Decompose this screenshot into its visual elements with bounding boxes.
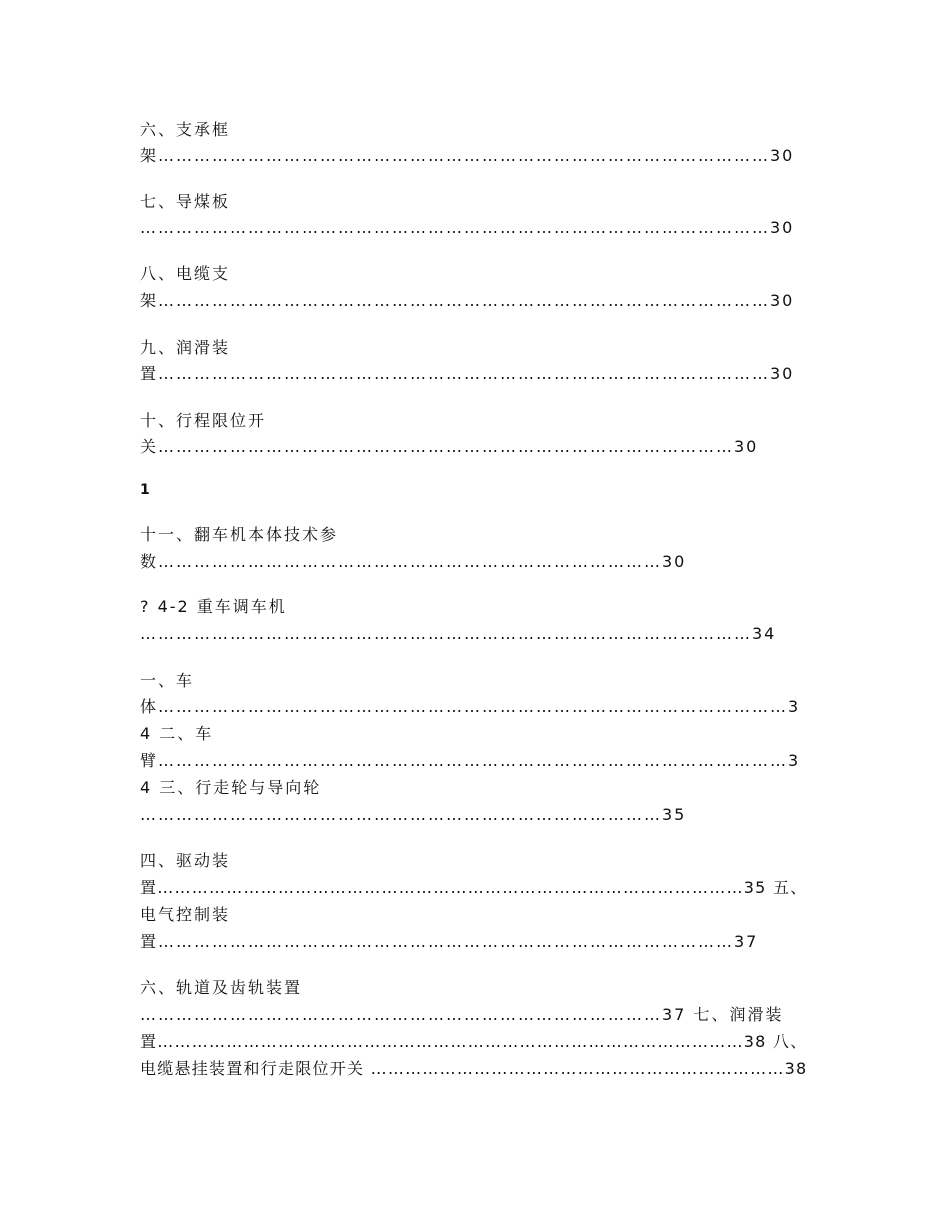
toc-line: 置…………………………………………………………………………………………38 八、 [140, 1032, 808, 1051]
toc-line: 4 二、车 [140, 724, 214, 743]
toc-line: 架…………………………………………………………………………………………30 [140, 291, 795, 310]
toc-line: 六、轨道及齿轨装置 [140, 978, 303, 997]
toc-line: 置…………………………………………………………………………………………35 五、 [140, 878, 808, 897]
toc-line: 十、行程限位开 [140, 411, 267, 430]
toc-line: 置…………………………………………………………………………………………30 [140, 364, 795, 383]
toc-line: 十一、翻车机本体技术参 [140, 525, 339, 544]
toc-line: 四、驱动装 [140, 851, 231, 870]
toc-line: 七、导煤板 [140, 192, 231, 211]
toc-line: 臂……………………………………………………………………………………………3 [140, 751, 801, 770]
toc-line: 4 三、行走轮与导向轮 [140, 778, 322, 797]
toc-line: 数…………………………………………………………………………30 [140, 552, 687, 571]
toc-line: 架…………………………………………………………………………………………30 [140, 146, 795, 165]
toc-line: ……………………………………………………………………………37 七、润滑装 [140, 1005, 784, 1024]
toc-line: ……………………………………………………………………………35 [140, 805, 687, 824]
page-number: 1 [140, 482, 150, 498]
toc-line: …………………………………………………………………………………………34 [140, 624, 777, 643]
toc-line: 一、车 [140, 671, 195, 690]
toc-line: 八、电缆支 [140, 264, 231, 283]
toc-line: 电缆悬挂装置和行走限位开关 ………………………………………………………………38 [140, 1059, 808, 1078]
toc-line: ……………………………………………………………………………………………30 [140, 218, 795, 237]
toc-line: 置……………………………………………………………………………………37 [140, 932, 759, 951]
toc-line: 关……………………………………………………………………………………30 [140, 437, 759, 456]
toc-line: 九、润滑装 [140, 338, 231, 357]
toc-line: ? 4-2 重车调车机 [140, 597, 287, 616]
toc-line: 体……………………………………………………………………………………………3 [140, 697, 801, 716]
toc-line: 电气控制装 [140, 905, 231, 924]
toc-line: 六、支承框 [140, 120, 231, 139]
